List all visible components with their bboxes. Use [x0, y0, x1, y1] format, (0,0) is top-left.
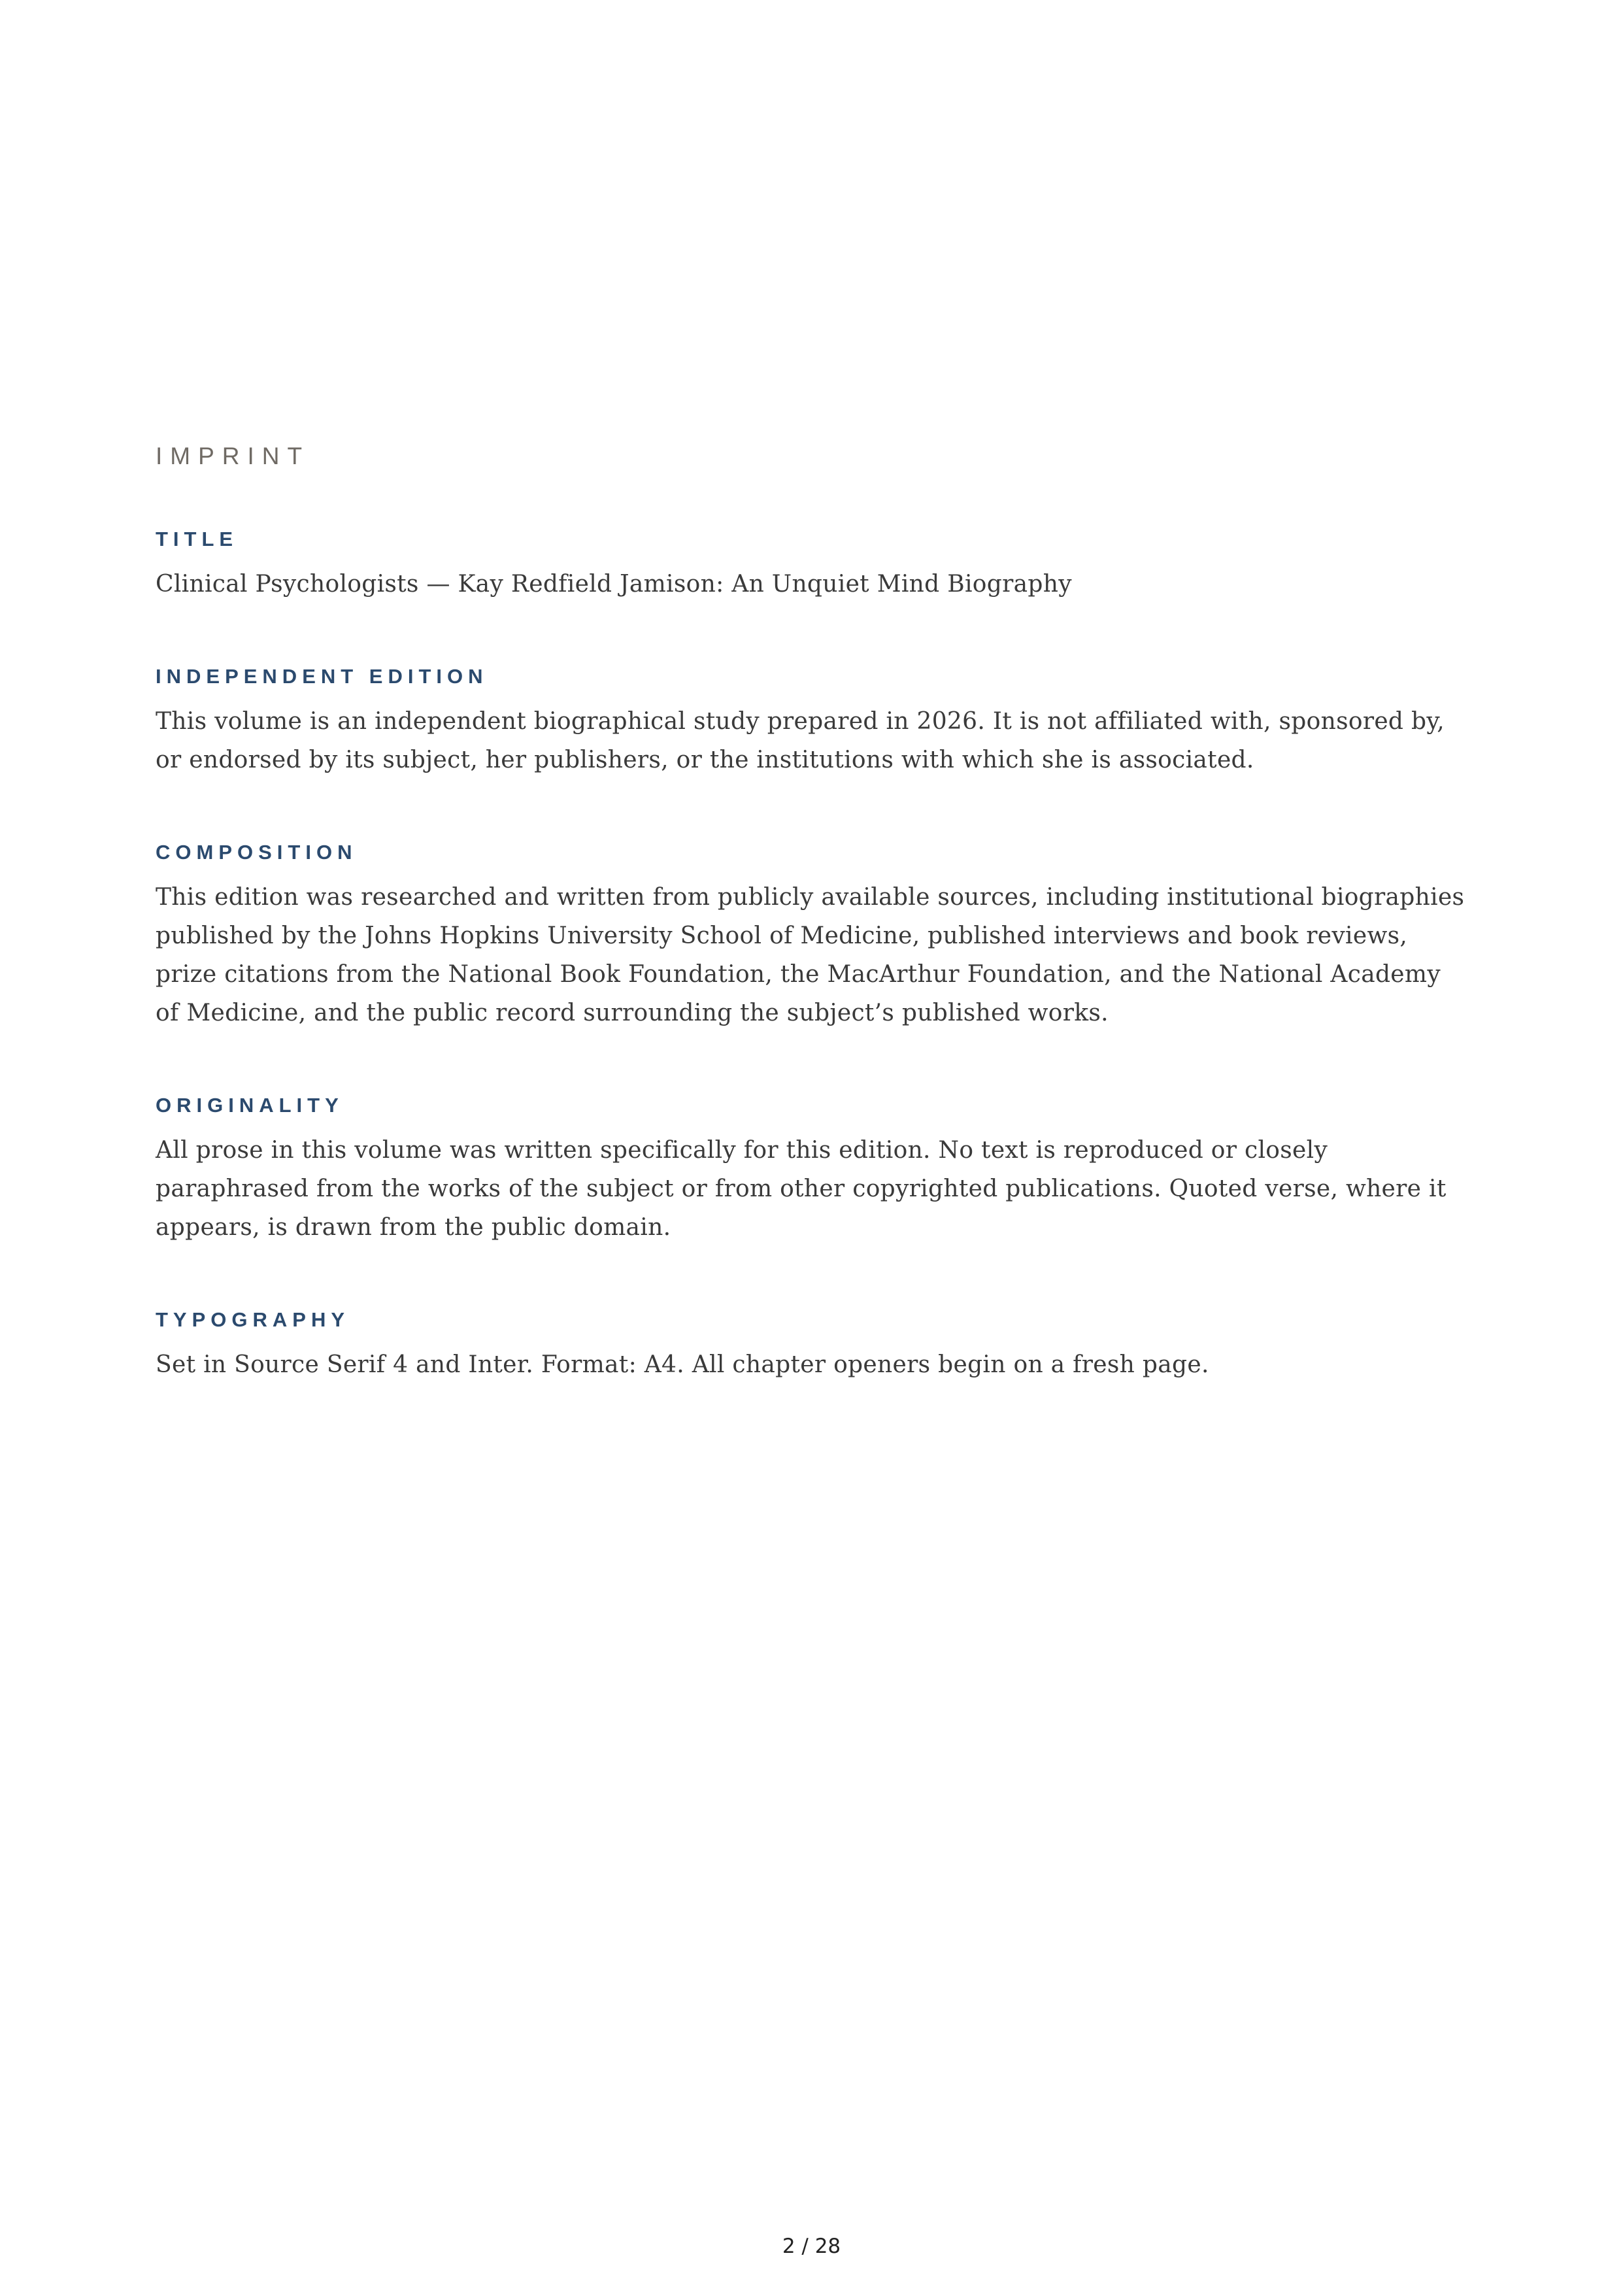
section-label-composition: COMPOSITION: [156, 841, 358, 864]
section-body-composition: This edition was researched and written from publicly available sources, including institutional biographies published by the Johns Hopkins University School of Medicine, published interviews and book reviews, prize citations from the National Book Foundation, the MacArthur Foundation, and the National Academy of Medicine, and the public record surrounding the subject’s published works.: [156, 884, 1465, 1026]
section-typography: [156, 1308, 1469, 1384]
section-composition: [156, 840, 1469, 1032]
section-label-originality: ORIGINALITY: [156, 1094, 344, 1117]
section-body-independent-edition: This volume is an independent biographical study prepared in 2026. It is not affiliated with, sponsored by, or endorsed by its subject, her publishers, or the institutions with which she is associated.: [156, 708, 1445, 773]
section-independent-edition: [156, 664, 1469, 779]
page-number: 2 / 28: [782, 2235, 841, 2258]
section-originality: [156, 1093, 1469, 1247]
imprint-heading: IMPRINT: [156, 443, 310, 469]
section-label-title: TITLE: [156, 528, 239, 550]
imprint-page: [156, 442, 1469, 1445]
section-title: [156, 527, 1469, 603]
section-label-independent-edition: INDEPENDENT EDITION: [156, 665, 488, 688]
section-body-originality: All prose in this volume was written specifically for this edition. No text is reproduced or closely paraphrased from the works of the subject or from other copyrighted publications. Quoted verse, where it appears, is drawn from the public domain.: [156, 1137, 1447, 1241]
section-body-title: Clinical Psychologists — Kay Redfield Jamison: An Unquiet Mind Biography: [156, 571, 1072, 598]
section-body-typography: Set in Source Serif 4 and Inter. Format: A4. All chapter openers begin on a fresh page.: [156, 1351, 1209, 1378]
section-label-typography: TYPOGRAPHY: [156, 1308, 350, 1331]
